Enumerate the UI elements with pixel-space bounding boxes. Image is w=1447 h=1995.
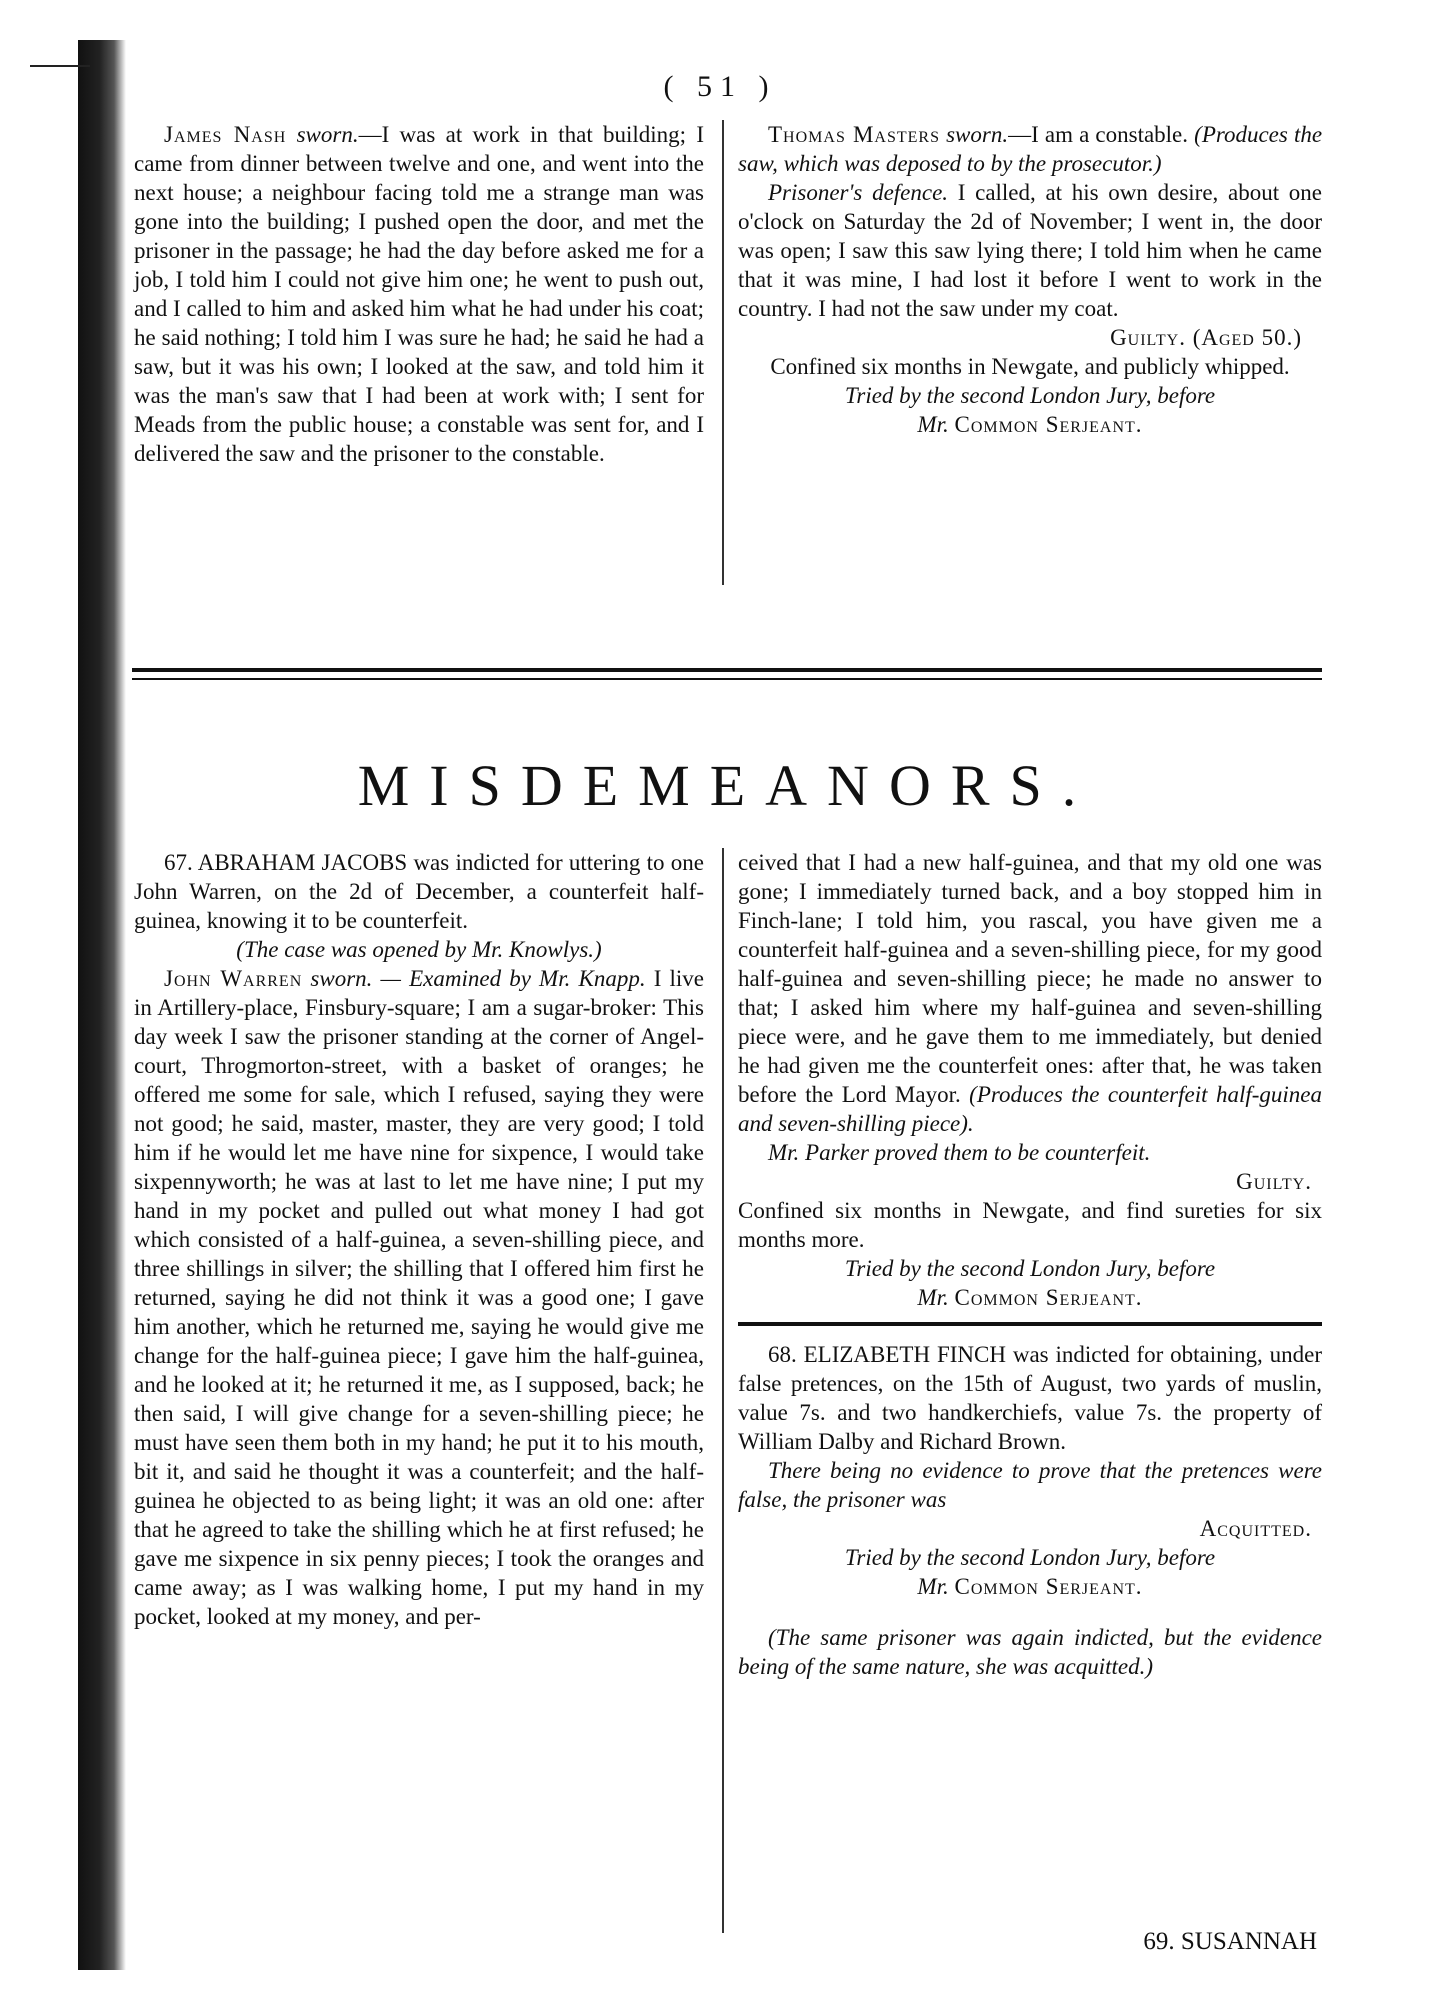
case-opened-note: (The case was opened by Mr. Knowlys.)	[236, 937, 602, 962]
top-right-column	[738, 120, 1322, 439]
judge-name: Common Serjeant.	[954, 1285, 1143, 1310]
produces-note: (Produces the saw, which was deposed to by the prosecutor.)	[738, 122, 1323, 176]
catchword: 69. SUSANNAH	[1143, 1928, 1317, 1955]
speaker-name: Thomas Masters	[768, 122, 940, 147]
top-left-column	[134, 120, 704, 468]
testimony-text: —I was at work in that building; I came from dinner between twelve and one, and went into the next house; a neighbour facing told me a strange man was gone into the building; I pushed open the door, and met the prisoner in the passage; he had the day before asked me for a job, I told him I could not give him one; he went to push out, and I called to him and asked him what he had under his coat; he said nothing; I told him I was sure he had; he said he had a saw, but it was his own; I looked at the saw, and told him it was the man's saw that I had been at work with; I sent for Meads from the public house; a constable was sent for, and I delivered the saw and the prisoner to the constable.	[134, 122, 704, 466]
page-number: ( 51 )	[663, 70, 777, 103]
judge-prefix: Mr.	[917, 412, 955, 437]
sworn-label: sworn.	[946, 122, 1009, 147]
james-nash-testimony	[134, 120, 704, 468]
witness-sworn: sworn. — Examined by Mr. Knapp.	[310, 966, 646, 991]
tried-by: Tried by the second London Jury, before	[844, 1256, 1216, 1281]
sworn-label: sworn.	[296, 122, 359, 147]
judge-name: Common Serjeant.	[954, 412, 1143, 437]
bottom-left-column	[134, 848, 704, 1631]
verdict: Acquitted.	[1199, 1516, 1312, 1541]
sentence: Confined six months in Newgate, and publicly whipped.	[770, 354, 1290, 379]
judge	[738, 410, 1322, 439]
judge-prefix: Mr.	[917, 1574, 955, 1599]
case-67-indictment: 67. ABRAHAM JACOBS was indicted for uttering to one John Warren, on the 2d of December, a counterfeit half-guinea, knowing it to be counterfeit.	[134, 850, 704, 933]
bottom-right-column	[738, 848, 1322, 1681]
tried-by: Tried by the second London Jury, before	[844, 383, 1216, 408]
proved-counterfeit: Mr. Parker proved them to be counterfeit.	[768, 1140, 1151, 1165]
testimony-text: ceived that I had a new half-guinea, and that my old one was gone; I immediately turned back, and a boy stopped him in Finch-lane; I told him, you rascal, you have given me a counterfeit half-guinea and a seven-shilling piece, for my good half-guinea and seven-shilling piece; he made no answer to that; I asked him where my half-guinea and seven-shilling piece were, and he gave them to me immediately, but denied he had given me the counterfeit ones: after that, he was taken before the Lord Mayor.	[738, 850, 1322, 1107]
john-warren-testimony	[134, 964, 704, 1631]
speaker-name: James Nash	[164, 122, 287, 147]
verdict: Guilty.	[1236, 1169, 1312, 1194]
binding-shadow	[78, 40, 126, 1970]
judge-name: Common Serjeant.	[954, 1574, 1143, 1599]
column-divider-top	[722, 120, 724, 585]
prisoner-defence	[738, 178, 1322, 323]
produces-note: (Produces the counterfeit half-guinea and seven-shilling piece).	[738, 1082, 1322, 1136]
section-rule-thick	[132, 668, 1322, 672]
john-warren-testimony-continued	[738, 848, 1322, 1138]
sentence: Confined six months in Newgate, and find sureties for six months more.	[738, 1198, 1322, 1252]
defence-text: I called, at his own desire, about one o'clock on Saturday the 2d of November; I went in, the door was open; I saw this saw lying there; I told him when he came that it was mine, I had lost it before I went to work in the country. I had not the saw under my coat.	[738, 180, 1322, 321]
second-indictment-note: (The same prisoner was again indicted, but the evidence being of the same nature, she was acquitted.)	[738, 1625, 1322, 1679]
column-divider-bottom	[722, 848, 724, 1933]
no-evidence-note: There being no evidence to prove that the pretences were false, the prisoner was	[738, 1458, 1322, 1512]
case-divider-rule	[738, 1322, 1322, 1326]
tried-by: Tried by the second London Jury, before	[844, 1545, 1216, 1570]
testimony-text: —I am a constable.	[1008, 122, 1189, 147]
judge-prefix: Mr.	[917, 1285, 955, 1310]
section-heading: MISDEMEANORS.	[357, 753, 1097, 818]
witness-name: John Warren	[164, 966, 303, 991]
defence-label: Prisoner's defence.	[768, 180, 949, 205]
testimony-text: I live in Artillery-place, Finsbury-square; I am a sugar-broker: This day week I saw the prisoner standing at the corner of Angel-court, Throgmorton-street, with a basket of oranges; he offered me some for sale, which I refused, saying they were not good; he said, master, master, they are very good; I told him if he would let me have nine for sixpence, I would take sixpennyworth; he was at last to let me have nine; I put my hand in my pocket and pulled out what money I had got which consisted of a half-guinea, a seven-shilling piece, and three shillings in silver; the shilling that I offered him first he returned, saying he did not think it was a good one; I gave him another, which he returned me, saying he would give me change for the half-guinea piece; I gave him the half-guinea, and he looked at it; he returned it me, as I supposed, back; he then said, I will give change for a seven-shilling piece; he must have seen them both in my hand; he put it to his mouth, bit it, and said he thought it was a counterfeit; and the half-guinea he objected to as being light; it was an old one: after that he agreed to take the shilling which he at first refused; he gave me sixpence in six penny pieces; I took the oranges and came away; as I was walking home, I put my hand in my pocket, looked at my money, and per-	[134, 966, 704, 1629]
judge	[738, 1572, 1322, 1601]
thomas-masters-testimony	[738, 120, 1322, 178]
judge	[738, 1283, 1322, 1312]
section-rule-thin	[132, 678, 1322, 680]
case-68-indictment: 68. ELIZABETH FINCH was indicted for obtaining, under false pretences, on the 15th of August, two yards of muslin, value 7s. and two handkerchiefs, value 7s. the property of William Dalby and Richard Brown.	[738, 1342, 1322, 1454]
binding-mark	[30, 65, 90, 67]
verdict: Guilty. (Aged 50.)	[1110, 325, 1302, 350]
